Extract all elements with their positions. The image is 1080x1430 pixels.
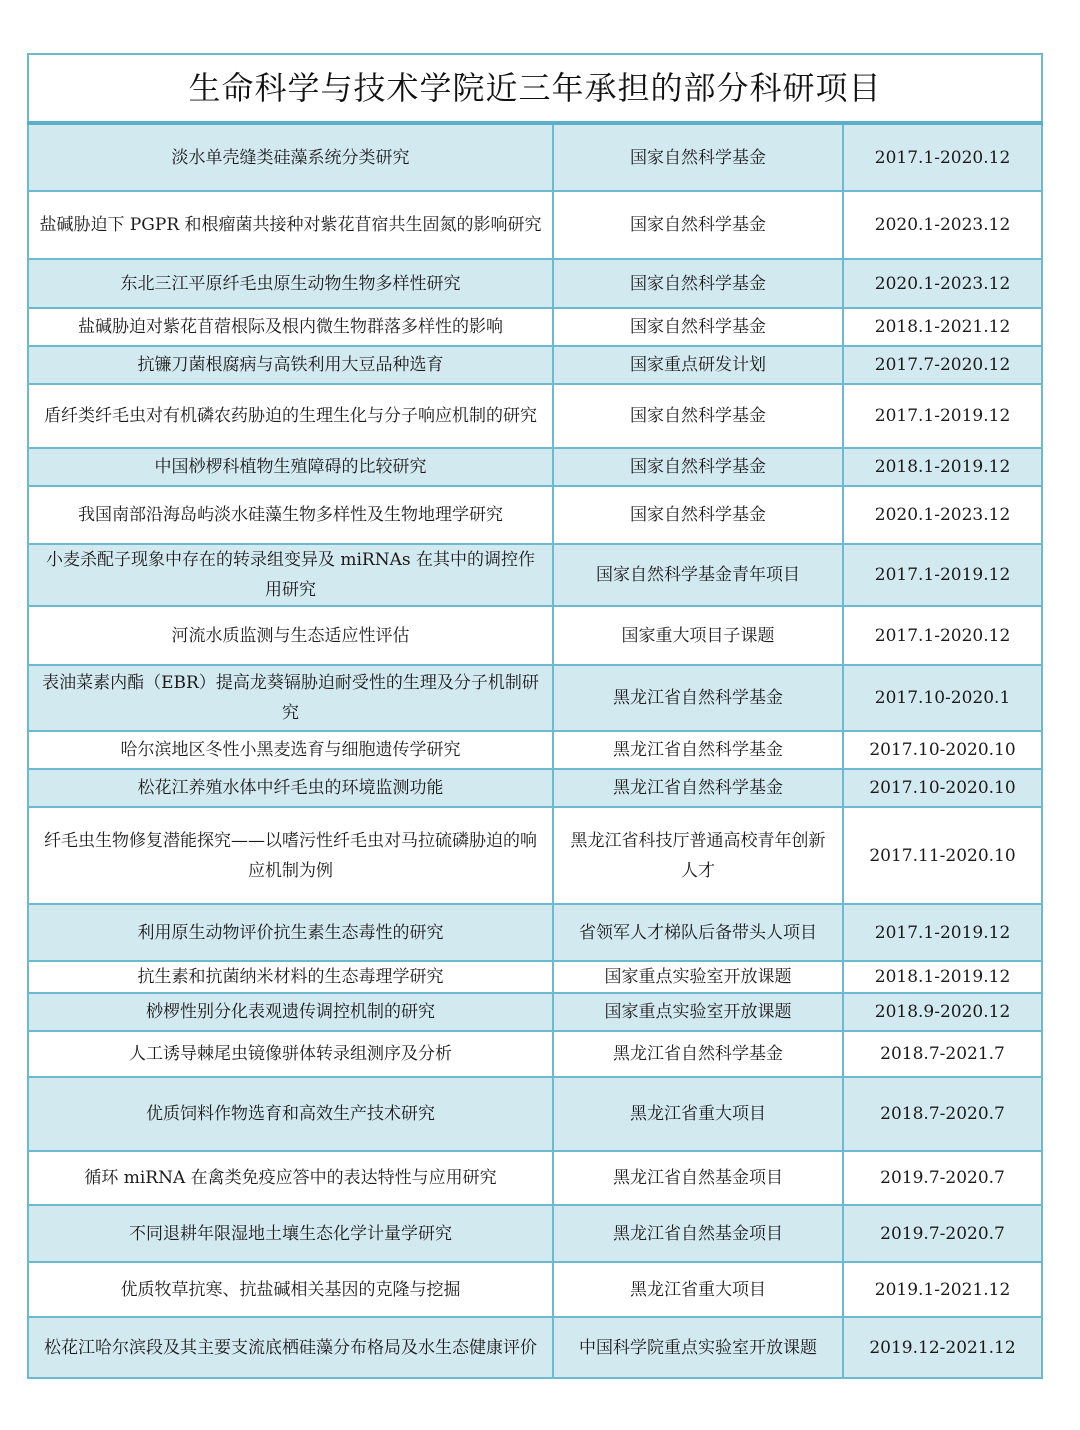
- funding-source-cell: 中国科学院重点实验室开放课题: [553, 1317, 843, 1378]
- table-row: [28, 1031, 1042, 1077]
- funding-source-cell: 黑龙江省重大项目: [553, 1077, 843, 1151]
- project-name-cell: 纤毛虫生物修复潜能探究——以嗜污性纤毛虫对马拉硫磷胁迫的响应机制为例: [28, 807, 553, 904]
- project-name-cell: 优质饲料作物选育和高效生产技术研究: [28, 1077, 553, 1151]
- table-row: [28, 191, 1042, 259]
- funding-source-cell: 国家自然科学基金: [553, 448, 843, 486]
- project-name-cell: 盐碱胁迫下 PGPR 和根瘤菌共接种对紫花苜宿共生固氮的影响研究: [28, 191, 553, 259]
- project-name-cell: 东北三江平原纤毛虫原生动物生物多样性研究: [28, 259, 553, 308]
- project-period-cell: 2018.1-2019.12: [843, 448, 1042, 486]
- project-period-cell: 2017.1-2019.12: [843, 384, 1042, 448]
- table-row: [28, 259, 1042, 308]
- projects-table: [27, 53, 1043, 1379]
- project-period-cell: 2018.7-2021.7: [843, 1031, 1042, 1077]
- table-row: [28, 731, 1042, 769]
- table-row: [28, 1151, 1042, 1205]
- project-period-cell: 2020.1-2023.12: [843, 191, 1042, 259]
- project-period-cell: 2017.10-2020.10: [843, 769, 1042, 807]
- funding-source-cell: 国家重点实验室开放课题: [553, 961, 843, 993]
- projects-table-container: [27, 53, 1041, 1379]
- project-name-cell: 淡水单壳缝类硅藻系统分类研究: [28, 123, 553, 191]
- projects-table-body: [28, 123, 1042, 1378]
- table-row: [28, 544, 1042, 606]
- project-name-cell: 哈尔滨地区冬性小黑麦选育与细胞遗传学研究: [28, 731, 553, 769]
- project-period-cell: 2018.9-2020.12: [843, 993, 1042, 1031]
- funding-source-cell: 国家自然科学基金: [553, 308, 843, 346]
- table-row: [28, 1262, 1042, 1317]
- project-period-cell: 2017.10-2020.10: [843, 731, 1042, 769]
- table-row: [28, 769, 1042, 807]
- table-row: [28, 486, 1042, 544]
- table-row: [28, 308, 1042, 346]
- project-period-cell: 2019.1-2021.12: [843, 1262, 1042, 1317]
- funding-source-cell: 国家自然科学基金: [553, 384, 843, 448]
- funding-source-cell: 国家重点实验室开放课题: [553, 993, 843, 1031]
- project-period-cell: 2017.10-2020.1: [843, 665, 1042, 731]
- table-row: [28, 606, 1042, 665]
- project-period-cell: 2017.1-2020.12: [843, 123, 1042, 191]
- table-row: [28, 1317, 1042, 1378]
- project-name-cell: 小麦杀配子现象中存在的转录组变异及 miRNAs 在其中的调控作用研究: [28, 544, 553, 606]
- funding-source-cell: 国家重点研发计划: [553, 346, 843, 384]
- project-name-cell: 中国桫椤科植物生殖障碍的比较研究: [28, 448, 553, 486]
- funding-source-cell: 国家自然科学基金青年项目: [553, 544, 843, 606]
- project-name-cell: 盾纤类纤毛虫对有机磷农药胁迫的生理生化与分子响应机制的研究: [28, 384, 553, 448]
- project-name-cell: 我国南部沿海岛屿淡水硅藻生物多样性及生物地理学研究: [28, 486, 553, 544]
- funding-source-cell: 国家自然科学基金: [553, 123, 843, 191]
- project-period-cell: 2017.1-2020.12: [843, 606, 1042, 665]
- table-row: [28, 1205, 1042, 1262]
- funding-source-cell: 黑龙江省自然基金项目: [553, 1151, 843, 1205]
- project-period-cell: 2018.1-2019.12: [843, 961, 1042, 993]
- funding-source-cell: 国家自然科学基金: [553, 486, 843, 544]
- table-title: 生命科学与技术学院近三年承担的部分科研项目: [28, 54, 1042, 123]
- project-name-cell: 桫椤性别分化表观遗传调控机制的研究: [28, 993, 553, 1031]
- funding-source-cell: 黑龙江省重大项目: [553, 1262, 843, 1317]
- table-row: [28, 993, 1042, 1031]
- project-name-cell: 松花江哈尔滨段及其主要支流底栖硅藻分布格局及水生态健康评价: [28, 1317, 553, 1378]
- funding-source-cell: 黑龙江省自然科学基金: [553, 731, 843, 769]
- project-name-cell: 利用原生动物评价抗生素生态毒性的研究: [28, 904, 553, 961]
- funding-source-cell: 国家重大项目子课题: [553, 606, 843, 665]
- table-row: [28, 1077, 1042, 1151]
- funding-source-cell: 国家自然科学基金: [553, 191, 843, 259]
- project-period-cell: 2019.7-2020.7: [843, 1151, 1042, 1205]
- project-period-cell: 2020.1-2023.12: [843, 259, 1042, 308]
- project-period-cell: 2018.1-2021.12: [843, 308, 1042, 346]
- project-period-cell: 2019.7-2020.7: [843, 1205, 1042, 1262]
- funding-source-cell: 黑龙江省自然基金项目: [553, 1205, 843, 1262]
- project-period-cell: 2017.1-2019.12: [843, 544, 1042, 606]
- project-period-cell: 2017.11-2020.10: [843, 807, 1042, 904]
- project-period-cell: 2017.1-2019.12: [843, 904, 1042, 961]
- project-name-cell: 优质牧草抗寒、抗盐碱相关基因的克隆与挖掘: [28, 1262, 553, 1317]
- funding-source-cell: 国家自然科学基金: [553, 259, 843, 308]
- project-name-cell: 盐碱胁迫对紫花苜蓿根际及根内微生物群落多样性的影响: [28, 308, 553, 346]
- project-name-cell: 抗生素和抗菌纳米材料的生态毒理学研究: [28, 961, 553, 993]
- table-row: [28, 123, 1042, 191]
- table-row: [28, 384, 1042, 448]
- table-row: [28, 904, 1042, 961]
- table-row: [28, 448, 1042, 486]
- table-row: [28, 807, 1042, 904]
- project-name-cell: 循环 miRNA 在禽类免疫应答中的表达特性与应用研究: [28, 1151, 553, 1205]
- project-name-cell: 不同退耕年限湿地土壤生态化学计量学研究: [28, 1205, 553, 1262]
- table-row: [28, 346, 1042, 384]
- funding-source-cell: 黑龙江省自然科学基金: [553, 665, 843, 731]
- funding-source-cell: 黑龙江省科技厅普通高校青年创新人才: [553, 807, 843, 904]
- project-period-cell: 2020.1-2023.12: [843, 486, 1042, 544]
- project-period-cell: 2017.7-2020.12: [843, 346, 1042, 384]
- funding-source-cell: 省领军人才梯队后备带头人项目: [553, 904, 843, 961]
- project-period-cell: 2019.12-2021.12: [843, 1317, 1042, 1378]
- funding-source-cell: 黑龙江省自然科学基金: [553, 1031, 843, 1077]
- project-period-cell: 2018.7-2020.7: [843, 1077, 1042, 1151]
- table-row: [28, 961, 1042, 993]
- project-name-cell: 人工诱导棘尾虫镜像骈体转录组测序及分析: [28, 1031, 553, 1077]
- project-name-cell: 松花江养殖水体中纤毛虫的环境监测功能: [28, 769, 553, 807]
- project-name-cell: 抗镰刀菌根腐病与高铁利用大豆品种选育: [28, 346, 553, 384]
- project-name-cell: 表油菜素内酯（EBR）提高龙葵镉胁迫耐受性的生理及分子机制研究: [28, 665, 553, 731]
- table-row: [28, 665, 1042, 731]
- funding-source-cell: 黑龙江省自然科学基金: [553, 769, 843, 807]
- project-name-cell: 河流水质监测与生态适应性评估: [28, 606, 553, 665]
